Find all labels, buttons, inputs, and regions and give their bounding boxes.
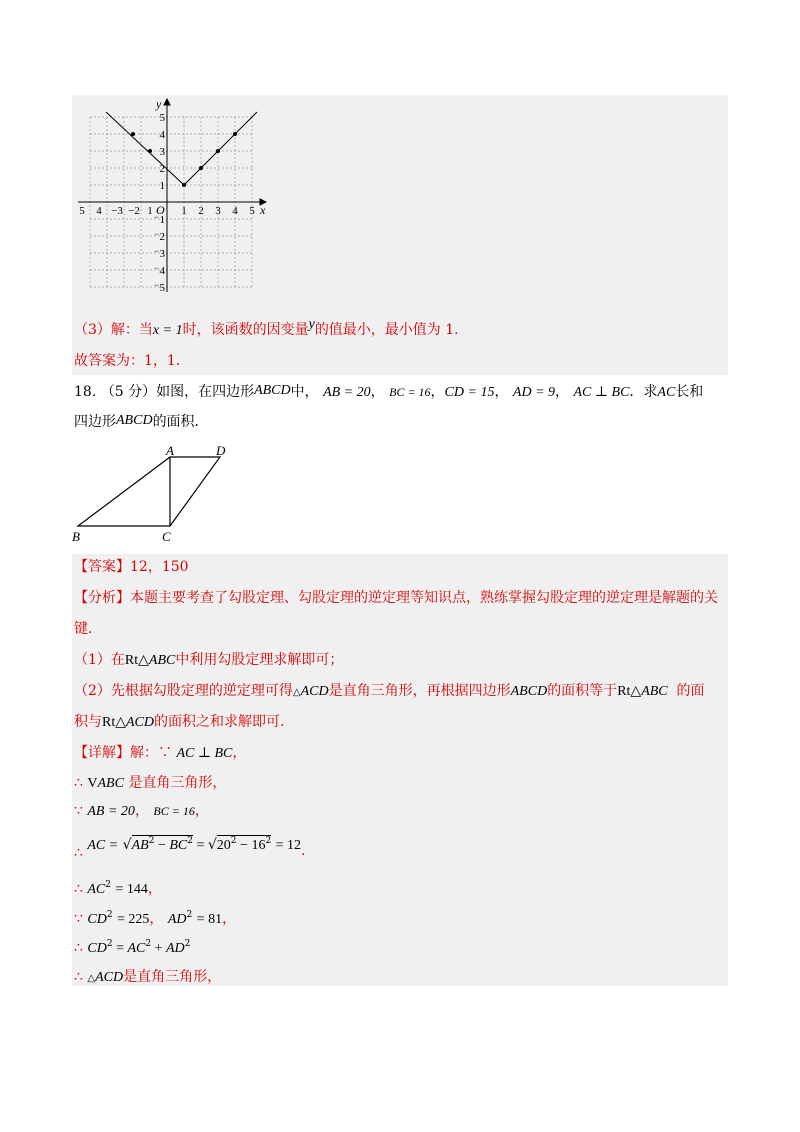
y-tick-neg-sign: −: [153, 229, 159, 239]
analysis-step2-cont: 积与Rt△ACD的面积之和求解即可．: [74, 714, 294, 730]
detail-line5: ∴ $AC^2 = 144$，: [74, 880, 162, 897]
graph-point: [182, 183, 186, 187]
vertex-c-label: C: [162, 529, 171, 544]
x-tick-label: 2: [198, 205, 204, 217]
origin-label: O: [156, 203, 165, 217]
y-tick-label: 5: [159, 282, 165, 294]
answer-line: 【答案】12，150: [74, 559, 189, 575]
x-tick-label: 3: [215, 205, 221, 217]
y-tick-label: 2: [159, 231, 165, 243]
x-tick-label: 1: [181, 205, 187, 217]
vertex-b-label: B: [72, 529, 80, 544]
detail-line7: ∴ $CD^2 = AC^2 + AD^2$: [74, 939, 191, 956]
analysis-step2: （2）先根据勾股定理的逆定理可得△ACD是直角三角形，再根据四边形ABCD的面积等于Rt△ABC 的面: [74, 683, 705, 699]
quadrilateral-figure: [70, 442, 240, 547]
y-tick-label: 1: [159, 214, 165, 226]
y-tick-label: 4: [159, 129, 165, 141]
analysis-line2: 键．: [74, 621, 102, 637]
detail-line3: ∵ AB = 20， BC = 16，: [74, 803, 209, 819]
graph-point: [148, 149, 152, 153]
function-line: [106, 112, 257, 185]
y-tick-label: 1: [159, 180, 165, 192]
x-tick-label: 5: [249, 205, 255, 217]
graph-point: [233, 132, 237, 136]
x-tick-label: 1: [147, 205, 153, 217]
vertex-d-label: D: [216, 443, 226, 458]
analysis-step1: （1）在Rt△ABC中利用勾股定理求解即可；: [74, 652, 344, 668]
x-tick-label: 4: [232, 205, 238, 217]
x-tick-label: 5: [79, 205, 85, 217]
function-graph: [74, 96, 274, 296]
part3-solution: （3）解：当x = 1时，该函数的因变量y的值最小，最小值为 1.: [74, 317, 459, 338]
analysis-line1: 【分析】本题主要考查了勾股定理、勾股定理的逆定理等知识点，熟练掌握勾股定理的逆定理是解题的关: [74, 590, 718, 606]
graph-point: [131, 132, 135, 136]
y-tick-label: 3: [159, 146, 165, 158]
y-tick-neg-sign: −: [153, 263, 159, 273]
detail-line1: 【详解】解：∵ AC ⊥ BC，: [74, 745, 247, 761]
y-tick-label: 3: [159, 248, 165, 260]
y-tick-label: 4: [159, 265, 165, 277]
graph-point: [199, 166, 203, 170]
x-axis-label: x: [260, 203, 266, 217]
x-tick-label: −3: [111, 205, 123, 217]
y-tick-label: 2: [159, 163, 165, 175]
previous-answer: 故答案为：1，1.: [74, 353, 181, 369]
x-tick-label: 4: [96, 205, 102, 217]
y-tick-label: 5: [159, 112, 165, 124]
detail-line4: ∴ AC = $√AB^2 - BC^2 = √20^2 - 16^2 = 12$.: [74, 836, 306, 861]
y-axis-label: y: [156, 97, 162, 111]
y-tick-neg-sign: −: [153, 280, 159, 290]
graph-point: [216, 149, 220, 153]
detail-line6: ∵ $CD^2 = 225$， $AD^2 = 81$，: [74, 910, 237, 927]
y-tick-neg-sign: −: [153, 212, 159, 222]
vertex-a-label: A: [166, 443, 174, 458]
question-18-line2: 四边形ABCD的面积．: [74, 413, 209, 430]
detail-line2: ∴ VABC 是直角三角形，: [74, 775, 227, 791]
question-18-line1: 18. （5 分）如图，在四边形ABCD中， AB = 20， BC = 16，CD = 15， AD = 9， AC ⊥ BC．求AC长和: [74, 383, 704, 400]
x-tick-label: −2: [128, 205, 140, 217]
detail-line8: ∴ △ACD是直角三角形，: [74, 969, 222, 985]
y-tick-neg-sign: −: [153, 246, 159, 256]
